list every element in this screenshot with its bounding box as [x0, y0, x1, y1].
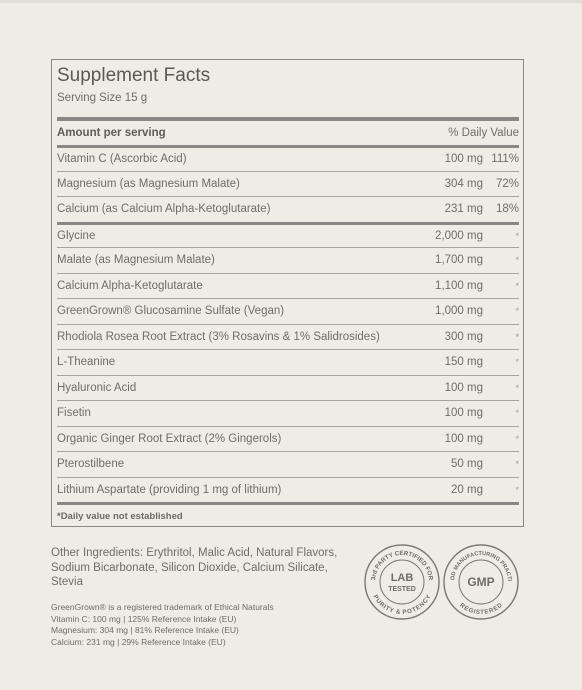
- nutrient-daily-value: *: [515, 331, 519, 342]
- lab-tested-seal: [363, 543, 441, 621]
- nutrient-row: [57, 426, 519, 452]
- nutrient-row: [57, 451, 519, 477]
- nutrient-row: [57, 222, 519, 248]
- nutrient-name: Pterostilbene: [57, 458, 125, 471]
- nutrient-row: [57, 477, 519, 503]
- note-line: GreenGrown® is a registered trademark of Ethical Naturals: [51, 602, 274, 612]
- nutrient-amount: 304 mg: [444, 177, 483, 190]
- nutrient-name: L-Theanine: [57, 356, 116, 369]
- nutrient-name: GreenGrown® Glucosamine Sulfate (Vegan): [57, 305, 285, 318]
- nutrient-amount: 2,000 mg: [435, 229, 483, 242]
- nutrient-daily-value: *: [515, 408, 519, 419]
- nutrient-daily-value: *: [515, 484, 519, 495]
- notes-block: [51, 602, 274, 648]
- nutrient-name: Vitamin C (Ascorbic Acid): [57, 153, 187, 166]
- nutrient-name: Calcium Alpha-Ketoglutarate: [57, 279, 203, 292]
- nutrient-daily-value: 111%: [491, 153, 519, 166]
- nutrient-amount: 100 mg: [444, 381, 483, 394]
- nutrient-amount: 20 mg: [451, 483, 483, 496]
- lab-center-bottom: TESTED: [388, 586, 416, 593]
- gmp-seal: [442, 543, 520, 621]
- nutrient-amount: 300 mg: [444, 330, 483, 343]
- nutrient-row: [57, 273, 519, 299]
- nutrient-daily-value: *: [515, 255, 519, 266]
- nutrient-name: Hyaluronic Acid: [57, 381, 137, 394]
- nutrient-amount: 231 mg: [444, 203, 483, 216]
- nutrient-daily-value: *: [515, 280, 519, 291]
- nutrient-amount: 100 mg: [444, 153, 483, 166]
- nutrient-name: Lithium Aspartate (providing 1 mg of lithium): [57, 483, 282, 496]
- other-ingredients: Other Ingredients: Erythritol, Malic Acid, Natural Flavors, Sodium Bicarbonate, Silicon Dioxide, Calcium Silicate, Stevia: [51, 547, 338, 588]
- gmp-center: GMP: [467, 575, 495, 589]
- lab-center-top: LAB: [390, 572, 414, 584]
- nutrient-daily-value: *: [515, 230, 519, 241]
- nutrient-daily-value: *: [515, 357, 519, 368]
- nutrient-row: [57, 324, 519, 350]
- daily-value-label: % Daily Value: [448, 127, 519, 139]
- nutrient-daily-value: 18%: [495, 203, 519, 216]
- gmp-ring-bottom: REGISTERED: [458, 601, 504, 617]
- nutrient-amount: 1,100 mg: [435, 279, 483, 292]
- nutrient-row: [57, 375, 519, 401]
- nutrient-daily-value: *: [515, 306, 519, 317]
- nutrient-amount: 1,700 mg: [435, 254, 483, 267]
- nutrient-row: [57, 171, 519, 197]
- nutrient-amount: 50 mg: [451, 458, 483, 471]
- nutrient-row: [57, 349, 519, 375]
- top-edge: [0, 0, 582, 3]
- nutrient-daily-value: 72%: [495, 177, 519, 190]
- nutrient-amount: 150 mg: [444, 356, 483, 369]
- nutrient-name: Magnesium (as Magnesium Malate): [57, 177, 240, 190]
- gmp-ring-top: OD MANUFACTURING PRACTI: [450, 550, 512, 582]
- panel-title: Supplement Facts: [57, 65, 211, 86]
- nutrient-row: [57, 145, 519, 171]
- nutrient-name: Glycine: [57, 229, 96, 242]
- nutrient-amount: 1,000 mg: [435, 305, 483, 318]
- nutrient-name: Rhodiola Rosea Root Extract (3% Rosavins & 1% Salidrosides): [57, 330, 380, 343]
- lab-ring-top: 3rd PARTY CERTIFIED FOR: [370, 549, 434, 581]
- note-line: Magnesium: 304 mg | 81% Reference Intake (EU): [51, 625, 239, 635]
- footnote: *Daily value not established: [57, 502, 519, 527]
- nutrient-name: Calcium (as Calcium Alpha-Ketoglutarate): [57, 203, 271, 216]
- nutrient-row: [57, 400, 519, 426]
- nutrient-row: [57, 196, 519, 222]
- nutrient-rows: [57, 145, 519, 502]
- nutrient-amount: 100 mg: [444, 407, 483, 420]
- serving-size: Serving Size 15 g: [57, 92, 148, 104]
- nutrient-amount: 100 mg: [444, 432, 483, 445]
- nutrient-name: Fisetin: [57, 407, 91, 420]
- amount-per-serving-label: Amount per serving: [57, 127, 166, 139]
- nutrient-daily-value: *: [515, 433, 519, 444]
- note-line: Vitamin C: 100 mg | 125% Reference Intake (EU): [51, 613, 237, 624]
- nutrient-name: Malate (as Magnesium Malate): [57, 254, 215, 267]
- nutrient-row: [57, 298, 519, 324]
- nutrient-name: Organic Ginger Root Extract (2% Gingerols): [57, 432, 282, 445]
- supplement-facts-panel: [51, 59, 524, 527]
- lab-ring-bottom: PURITY & POTENCY: [371, 593, 433, 617]
- nutrient-daily-value: *: [515, 459, 519, 470]
- table-header: [57, 121, 519, 145]
- note-line: Calcium: 231 mg | 29% Reference Intake (EU): [51, 636, 226, 647]
- nutrient-daily-value: *: [515, 382, 519, 393]
- nutrient-row: [57, 247, 519, 273]
